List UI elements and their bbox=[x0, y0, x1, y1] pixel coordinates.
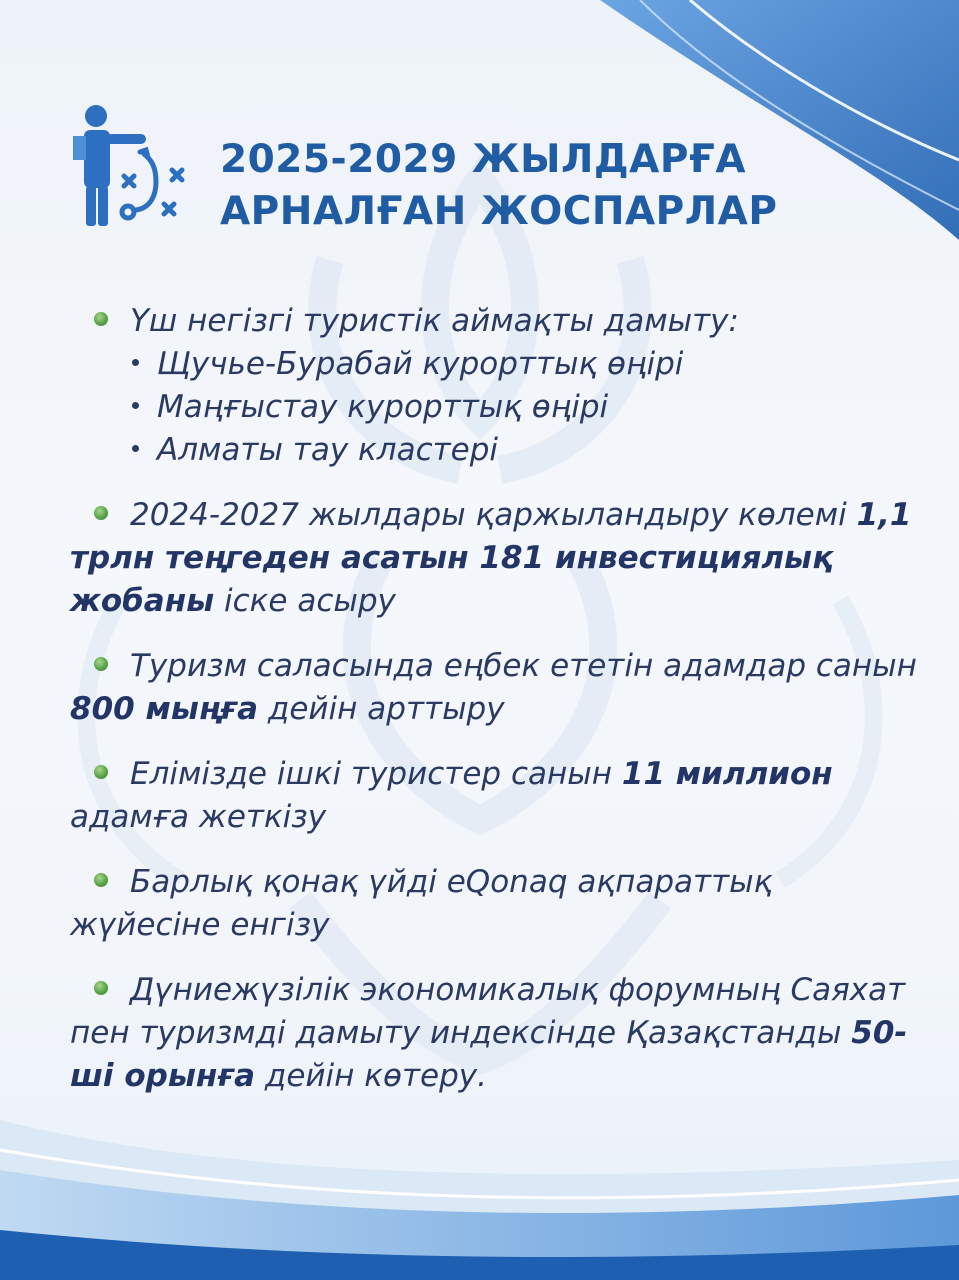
list-item-employment bbox=[70, 645, 920, 731]
item-highlight: 1,1 трлн теңгеден асатын 181 инвестициялық жобаны bbox=[70, 497, 912, 619]
bullet-icon bbox=[94, 873, 108, 887]
bullet-icon bbox=[94, 765, 108, 779]
bullet-icon bbox=[94, 981, 108, 995]
sub-list-item bbox=[132, 386, 920, 429]
strategy-presenter-icon bbox=[70, 100, 190, 230]
plans-list bbox=[70, 300, 920, 1098]
item-text: Барлық қонақ үйді eQonaq ақпараттық жүйесіне енгізу bbox=[70, 864, 773, 943]
dot-icon bbox=[132, 445, 139, 452]
item-text: Дүниежүзілік экономикалық форумның Саяхат пен туризмді дамыту индексінде Қазақстанды bbox=[70, 972, 906, 1051]
sub-list-item bbox=[132, 429, 920, 472]
item-text: дейін арттыру bbox=[258, 691, 505, 727]
bullet-icon bbox=[94, 312, 108, 326]
list-item-ranking bbox=[70, 969, 920, 1098]
title-line-2: АРНАЛҒАН ЖОСПАРЛАР bbox=[220, 189, 778, 234]
item-text: дейін көтеру. bbox=[255, 1058, 487, 1094]
item-highlight: 50-ші орынға bbox=[70, 1015, 908, 1094]
item-text: Туризм саласында еңбек ететін адамдар санын bbox=[130, 648, 917, 684]
bullet-icon bbox=[94, 506, 108, 520]
item-highlight: 11 миллион bbox=[621, 756, 833, 792]
zones-title: Үш негізгі туристік аймақты дамыту: bbox=[130, 303, 739, 339]
dot-icon bbox=[132, 402, 139, 409]
list-item-investment bbox=[70, 494, 920, 623]
list-item-tourist-zones bbox=[70, 300, 920, 472]
zone-name: Маңғыстау курорттық өңірі bbox=[157, 389, 609, 425]
zones-sublist bbox=[70, 343, 920, 472]
page-title bbox=[220, 134, 777, 238]
item-text: адамға жеткізу bbox=[70, 799, 327, 835]
item-text: Елімізде ішкі туристер санын bbox=[130, 756, 622, 792]
list-item-hotels bbox=[70, 861, 920, 947]
dot-icon bbox=[132, 359, 139, 366]
zone-name: Алматы тау кластері bbox=[157, 432, 499, 468]
zone-name: Щучье-Бурабай курорттық өңірі bbox=[157, 346, 684, 382]
sub-list-item bbox=[132, 343, 920, 386]
item-text: іске асыру bbox=[214, 583, 396, 619]
header bbox=[70, 100, 890, 240]
item-text: 2024-2027 жылдары қаржыландыру көлемі bbox=[130, 497, 857, 533]
list-item-domestic-tourists bbox=[70, 753, 920, 839]
title-line-1: 2025-2029 ЖЫЛДАРҒА bbox=[220, 137, 747, 182]
bullet-icon bbox=[94, 657, 108, 671]
item-highlight: 800 мыңға bbox=[70, 691, 259, 727]
